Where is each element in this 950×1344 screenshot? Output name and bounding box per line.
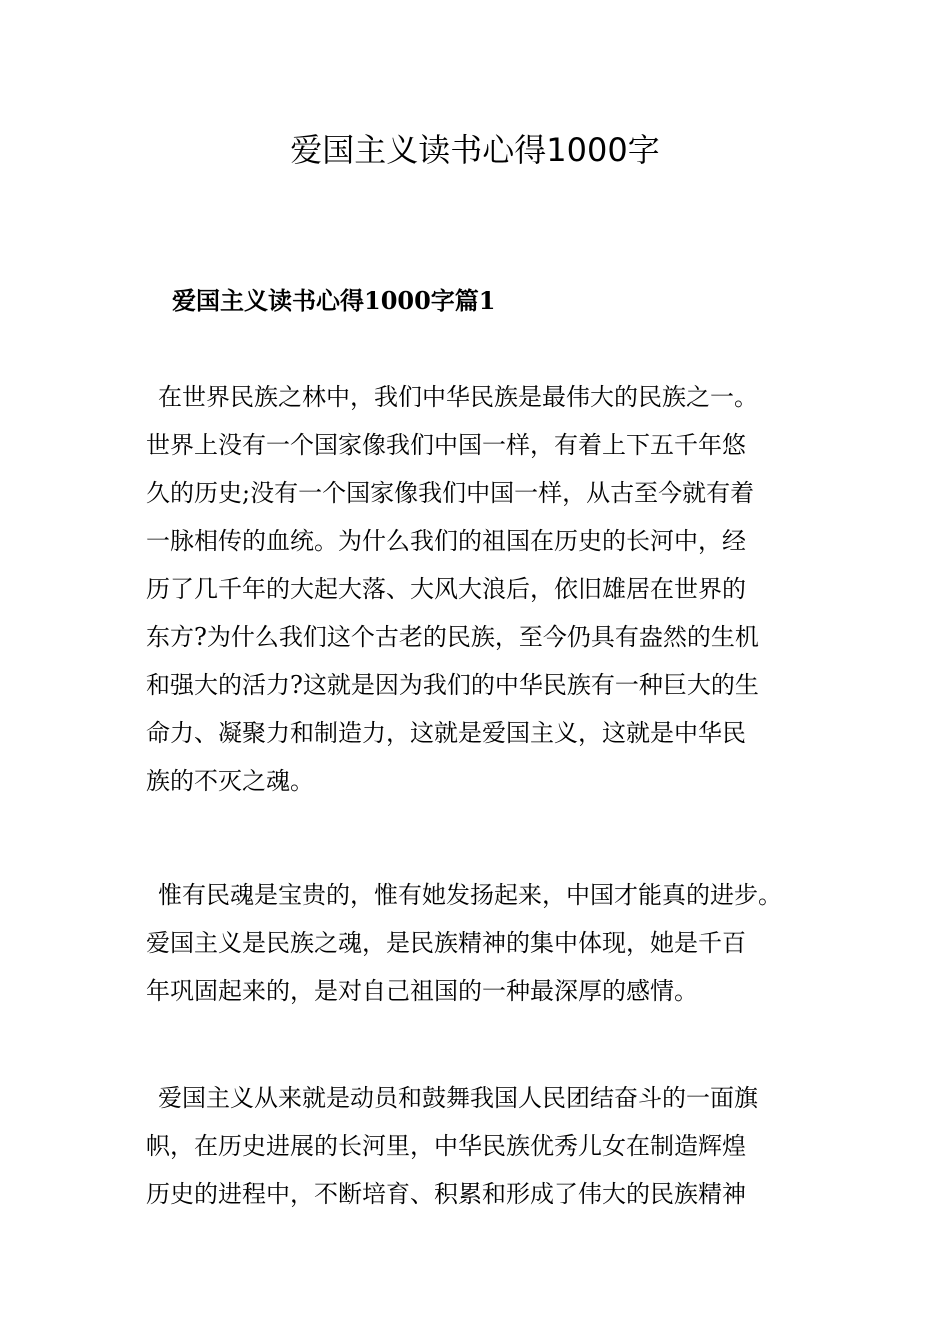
text-line: 历了几千年的大起大落、大风大浪后，依旧雄居在世界的 [146, 575, 746, 603]
text-line: 爱国主义是民族之魂，是民族精神的集中体现，她是千百 [146, 929, 746, 957]
text-line: 爱国主义从来就是动员和鼓舞我国人民团结奋斗的一面旗 [158, 1084, 758, 1112]
text-line: 惟有民魂是宝贵的，惟有她发扬起来，中国才能真的进步。 [158, 881, 782, 909]
document-title: 爱国主义读书心得1000字 [290, 131, 660, 169]
text-line: 一脉相传的血统。为什么我们的祖国在历史的长河中，经 [146, 527, 746, 555]
text-line: 世界上没有一个国家像我们中国一样，有着上下五千年悠 [146, 431, 746, 459]
text-line: 东方?为什么我们这个古老的民族，至今仍具有盎然的生机 [146, 623, 759, 651]
text-line: 和强大的活力?这就是因为我们的中华民族有一种巨大的生 [146, 671, 759, 699]
paragraph-1 [146, 373, 836, 805]
paragraph-2 [146, 871, 836, 1015]
text-line: 久的历史;没有一个国家像我们中国一样，从古至今就有着 [146, 479, 755, 507]
section-heading: 爱国主义读书心得1000字篇1 [172, 286, 496, 315]
text-line: 帜，在历史进展的长河里，中华民族优秀儿女在制造辉煌 [146, 1132, 746, 1160]
text-line: 在世界民族之林中，我们中华民族是最伟大的民族之一。 [158, 383, 758, 411]
paragraph-3 [146, 1074, 836, 1218]
text-line: 命力、凝聚力和制造力，这就是爱国主义，这就是中华民 [146, 719, 746, 747]
text-line: 年巩固起来的，是对自己祖国的一种最深厚的感情。 [146, 977, 698, 1005]
text-line: 族的不灭之魂。 [146, 767, 314, 795]
text-line: 历史的进程中，不断培育、积累和形成了伟大的民族精神 [146, 1180, 746, 1208]
